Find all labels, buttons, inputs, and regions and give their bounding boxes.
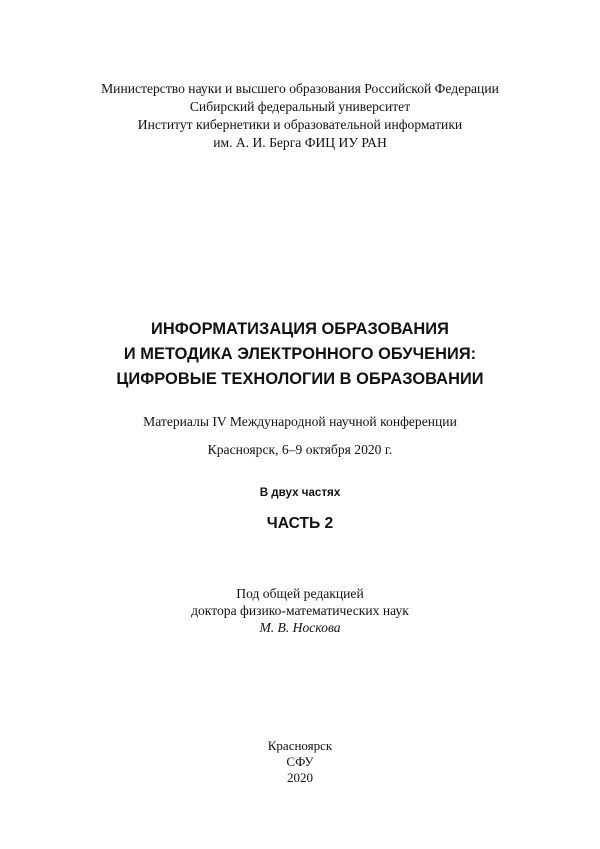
editor-degree: доктора физико-математических наук xyxy=(191,603,409,618)
imprint-block xyxy=(0,738,600,786)
editor-intro: Под общей редакцией xyxy=(236,586,364,601)
university-name: Сибирский федеральный университет xyxy=(189,99,411,114)
conference-place-date: Красноярск, 6–9 октября 2020 г. xyxy=(207,442,393,457)
parts-note: В двух частях xyxy=(259,486,341,499)
conference-subtitle: Материалы IV Международной научной конференции xyxy=(143,414,457,429)
editor-block xyxy=(0,585,600,636)
ministry-name: Министерство науки и высшего образования Российской Федерации xyxy=(101,81,499,96)
title-line-3: ЦИФРОВЫЕ ТЕХНОЛОГИИ В ОБРАЗОВАНИИ xyxy=(116,370,484,388)
institutions-block xyxy=(0,80,600,152)
title-line-1: ИНФОРМАТИЗАЦИЯ ОБРАЗОВАНИЯ xyxy=(151,320,449,338)
book-title xyxy=(0,317,600,392)
imprint-publisher: СФУ xyxy=(286,754,314,769)
imprint-year: 2020 xyxy=(287,770,313,785)
imprint-city: Красноярск xyxy=(267,738,333,753)
part-number: ЧАСТЬ 2 xyxy=(266,515,334,532)
institute-name-continued: им. А. И. Берга ФИЦ ИУ РАН xyxy=(213,135,387,150)
editor-name: М. В. Носкова xyxy=(259,620,341,635)
title-line-2: И МЕТОДИКА ЭЛЕКТРОННОГО ОБУЧЕНИЯ: xyxy=(123,345,477,363)
institute-name: Институт кибернетики и образовательной информатики xyxy=(137,117,463,132)
